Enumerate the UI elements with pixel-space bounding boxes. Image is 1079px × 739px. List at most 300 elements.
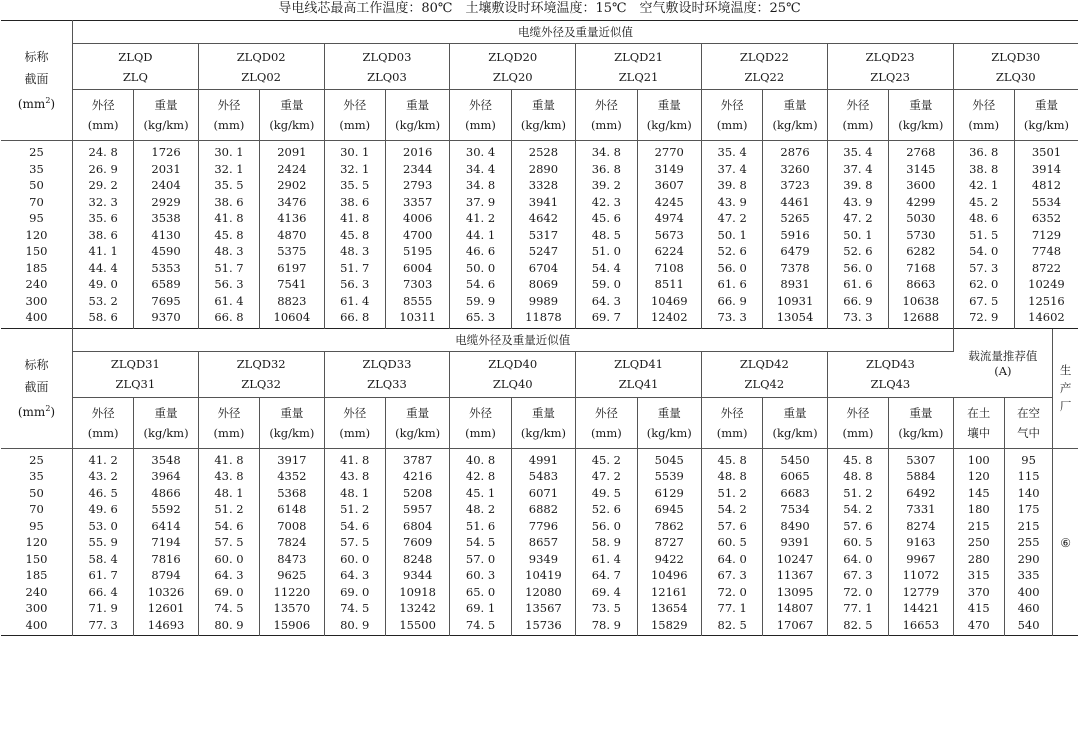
section-title-2: 电缆外径及重量近似值 [72, 329, 953, 352]
outer-diameter-header: 外径 (mm) [827, 397, 888, 448]
table-row [1, 448, 1078, 468]
weight-header: 重量 (kg/km) [1014, 90, 1078, 141]
value-cell: 5247 [511, 243, 575, 260]
table-row [1, 276, 1078, 293]
value-cell: 7824 [260, 534, 324, 551]
row-label-header-2: 标称 截面 $(mm^2)$ [1, 329, 72, 449]
value-cell: 7129 [1031, 227, 1062, 242]
section-cell: 240 [1, 584, 72, 601]
value-cell: 41. 8 [324, 448, 385, 468]
value-cell: 45. 8 [198, 227, 259, 244]
value-cell: 5375 [260, 243, 324, 260]
model-header: ZLQD23 ZLQ23 [827, 44, 953, 90]
value-cell: 59. 9 [450, 293, 511, 310]
table-row [1, 227, 1078, 244]
outer-diameter-header: 外径 (mm) [701, 397, 762, 448]
value-cell: 52. 6 [576, 501, 637, 518]
value-cell: 35. 5 [324, 177, 385, 194]
value-cell: 6704 [511, 260, 575, 277]
value-cell: 9967 [889, 551, 953, 568]
value-cell: 370 [953, 584, 1004, 601]
value-cell: 69. 0 [198, 584, 259, 601]
value-cell: 6683 [763, 485, 827, 502]
value-cell: 47. 2 [701, 210, 762, 227]
value-cell: 44. 1 [450, 227, 511, 244]
section-cell: 25 [1, 141, 72, 161]
value-cell: 5534 [1031, 194, 1062, 209]
value-cell: 61. 4 [576, 551, 637, 568]
model-header: ZLQD43 ZLQ43 [827, 351, 953, 397]
table-row [1, 485, 1078, 502]
table-row [1, 584, 1078, 601]
value-cell: 15736 [511, 617, 575, 636]
value-cell: 5030 [889, 210, 953, 227]
value-cell: 54. 2 [701, 501, 762, 518]
value-cell: 4216 [385, 468, 449, 485]
model-header: ZLQD03 ZLQ03 [324, 44, 450, 90]
value-cell: 58. 9 [576, 534, 637, 551]
value-cell: 335 [1017, 568, 1040, 583]
value-cell: 15906 [260, 617, 324, 636]
value-cell: 4870 [260, 227, 324, 244]
value-cell: 53. 2 [72, 293, 133, 310]
value-cell: 60. 5 [827, 534, 888, 551]
value-cell: 64. 3 [324, 567, 385, 584]
value-cell: 95 [1004, 448, 1052, 468]
value-cell: 57. 6 [827, 518, 888, 535]
section-cell: 50 [1, 485, 72, 502]
value-cell: 12601 [134, 600, 198, 617]
value-cell: 4700 [385, 227, 449, 244]
value-cell: 10326 [134, 584, 198, 601]
value-cell: 215 [953, 518, 1004, 535]
value-cell: 55. 9 [72, 534, 133, 551]
value-cell: 51. 2 [827, 485, 888, 502]
value-cell: 10931 [763, 293, 827, 310]
value-cell: 51. 5 [953, 227, 1014, 244]
value-cell: 45. 2 [576, 448, 637, 468]
section-cell: 300 [1, 600, 72, 617]
value-cell: 1726 [134, 141, 198, 161]
section-cell: 70 [1, 194, 72, 211]
value-cell: 540 [1017, 617, 1040, 632]
table-row [1, 468, 1078, 485]
value-cell: 7862 [637, 518, 701, 535]
section-cell: 35 [1, 468, 72, 485]
value-cell: 82. 5 [827, 617, 888, 636]
value-cell: 5265 [763, 210, 827, 227]
value-cell: 3538 [134, 210, 198, 227]
value-cell: 51. 7 [198, 260, 259, 277]
value-cell: 32. 3 [72, 194, 133, 211]
value-cell: 6882 [511, 501, 575, 518]
value-cell: 32. 1 [198, 161, 259, 178]
manufacturer-mark: ⑥ [1053, 448, 1078, 636]
value-cell: 8794 [134, 567, 198, 584]
value-cell: 8473 [260, 551, 324, 568]
value-cell: 67. 3 [827, 567, 888, 584]
value-cell: 215 [1017, 518, 1040, 533]
value-cell: 5368 [260, 485, 324, 502]
section-title: 电缆外径及重量近似值 [72, 21, 1078, 44]
value-cell: 64. 0 [701, 551, 762, 568]
value-cell: 54. 4 [576, 260, 637, 277]
weight-header: 重量 (kg/km) [889, 397, 953, 448]
outer-diameter-header: 外径 (mm) [324, 90, 385, 141]
value-cell: 38. 6 [324, 194, 385, 211]
value-cell: 2424 [260, 161, 324, 178]
value-cell: 6071 [511, 485, 575, 502]
value-cell: 16653 [889, 617, 953, 636]
value-cell: 60. 0 [198, 551, 259, 568]
value-cell: 14421 [889, 600, 953, 617]
value-cell: 7534 [763, 501, 827, 518]
weight-header: 重量 (kg/km) [134, 90, 198, 141]
value-cell: 3501 [1031, 145, 1062, 160]
value-cell: 39. 8 [827, 177, 888, 194]
value-cell: 56. 3 [324, 276, 385, 293]
value-cell: 7748 [1031, 244, 1062, 259]
value-cell: 9391 [763, 534, 827, 551]
value-cell: 57. 0 [450, 551, 511, 568]
value-cell: 77. 1 [701, 600, 762, 617]
value-cell: 4974 [637, 210, 701, 227]
model-header: ZLQD33 ZLQ33 [324, 351, 450, 397]
value-cell: 4299 [889, 194, 953, 211]
section-cell: 95 [1, 518, 72, 535]
value-cell: 50. 1 [701, 227, 762, 244]
value-cell: 48. 8 [827, 468, 888, 485]
value-cell: 315 [953, 567, 1004, 584]
outer-diameter-header: 外径 (mm) [198, 397, 259, 448]
value-cell: 49. 6 [72, 501, 133, 518]
value-cell: 9163 [889, 534, 953, 551]
model-header: ZLQD22 ZLQ22 [701, 44, 827, 90]
value-cell: 60. 5 [701, 534, 762, 551]
value-cell: 10638 [889, 293, 953, 310]
value-cell: 66. 9 [701, 293, 762, 310]
value-cell: 6004 [385, 260, 449, 277]
value-cell: 35. 5 [198, 177, 259, 194]
value-cell: 61. 4 [324, 293, 385, 310]
value-cell: 15829 [637, 617, 701, 636]
value-cell: 64. 7 [576, 567, 637, 584]
value-cell: 64. 3 [198, 567, 259, 584]
value-cell: 36. 8 [953, 141, 1014, 161]
value-cell: 48. 6 [953, 210, 1014, 227]
value-cell: 2902 [260, 177, 324, 194]
value-cell: 3607 [637, 177, 701, 194]
value-cell: 77. 1 [827, 600, 888, 617]
value-cell: 415 [953, 600, 1004, 617]
value-cell: 3149 [637, 161, 701, 178]
value-cell: 66. 4 [72, 584, 133, 601]
row-label-header: 标称 截面 $(mm^2)$ [1, 21, 72, 141]
value-cell: 26. 9 [72, 161, 133, 178]
value-cell: 3723 [763, 177, 827, 194]
value-cell: 14602 [1028, 310, 1065, 325]
value-cell: 77. 3 [72, 617, 133, 636]
value-cell: 8657 [511, 534, 575, 551]
value-cell: 140 [1017, 485, 1040, 500]
table-row [1, 293, 1078, 310]
value-cell: 12402 [637, 309, 701, 328]
value-cell: 69. 7 [576, 309, 637, 328]
value-cell: 7168 [889, 260, 953, 277]
value-cell: 38. 6 [72, 227, 133, 244]
value-cell: 6282 [889, 243, 953, 260]
value-cell: 30. 1 [198, 141, 259, 161]
value-cell: 52. 6 [827, 243, 888, 260]
value-cell: 34. 4 [450, 161, 511, 178]
value-cell: 9422 [637, 551, 701, 568]
value-cell: 14693 [134, 617, 198, 636]
value-cell: 43. 9 [827, 194, 888, 211]
value-cell: 82. 5 [701, 617, 762, 636]
value-cell: 4352 [260, 468, 324, 485]
value-cell: 9349 [511, 551, 575, 568]
model-header: ZLQD02 ZLQ02 [198, 44, 324, 90]
value-cell: 13654 [637, 600, 701, 617]
weight-header: 重量 (kg/km) [385, 90, 449, 141]
value-cell: 48. 2 [450, 501, 511, 518]
value-cell: 5539 [637, 468, 701, 485]
value-cell: 280 [953, 551, 1004, 568]
value-cell: 73. 5 [576, 600, 637, 617]
value-cell: 8069 [511, 276, 575, 293]
weight-header: 重量 (kg/km) [637, 90, 701, 141]
value-cell: 10249 [1028, 277, 1065, 292]
value-cell: 4461 [763, 194, 827, 211]
model-header: ZLQD41 ZLQ41 [576, 351, 702, 397]
value-cell: 67. 5 [953, 293, 1014, 310]
value-cell: 66. 8 [324, 309, 385, 328]
section-cell: 120 [1, 534, 72, 551]
value-cell: 3476 [260, 194, 324, 211]
value-cell: 4991 [511, 448, 575, 468]
value-cell: 2770 [637, 141, 701, 161]
value-cell: 7796 [511, 518, 575, 535]
value-cell: 80. 9 [198, 617, 259, 636]
value-cell: 8511 [637, 276, 701, 293]
table-row [1, 617, 1078, 636]
value-cell: 3914 [1031, 161, 1062, 176]
value-cell: 48. 3 [324, 243, 385, 260]
value-cell: 10419 [511, 567, 575, 584]
value-cell: 41. 8 [324, 210, 385, 227]
table-row [1, 309, 1078, 328]
value-cell: 46. 6 [450, 243, 511, 260]
value-cell: 7108 [637, 260, 701, 277]
value-cell: 9344 [385, 567, 449, 584]
value-cell: 5884 [889, 468, 953, 485]
value-cell: 6129 [637, 485, 701, 502]
value-cell: 61. 4 [198, 293, 259, 310]
value-cell: 45. 1 [450, 485, 511, 502]
value-cell: 12161 [637, 584, 701, 601]
value-cell: 5307 [889, 448, 953, 468]
value-cell: 5916 [763, 227, 827, 244]
value-cell: 5673 [637, 227, 701, 244]
value-cell: 48. 1 [324, 485, 385, 502]
value-cell: 66. 8 [198, 309, 259, 328]
outer-diameter-header: 外径 (mm) [72, 90, 133, 141]
value-cell: 2031 [134, 161, 198, 178]
value-cell: 6804 [385, 518, 449, 535]
model-header: ZLQD21 ZLQ21 [576, 44, 702, 90]
value-cell: 69. 0 [324, 584, 385, 601]
value-cell: 61. 7 [72, 567, 133, 584]
table-row [1, 194, 1078, 211]
value-cell: 38. 6 [198, 194, 259, 211]
weight-header: 重量 (kg/km) [763, 90, 827, 141]
value-cell: 41. 2 [72, 448, 133, 468]
value-cell: 13095 [763, 584, 827, 601]
value-cell: 5045 [637, 448, 701, 468]
value-cell: 11367 [763, 567, 827, 584]
value-cell: 42. 8 [450, 468, 511, 485]
section-cell: 150 [1, 243, 72, 260]
value-cell: 39. 2 [576, 177, 637, 194]
section-cell: 300 [1, 293, 72, 310]
weight-header: 重量 (kg/km) [260, 90, 324, 141]
value-cell: 71. 9 [72, 600, 133, 617]
value-cell: 6414 [134, 518, 198, 535]
value-cell: 35. 4 [827, 141, 888, 161]
value-cell: 53. 0 [72, 518, 133, 535]
value-cell: 9625 [260, 567, 324, 584]
value-cell: 56. 0 [701, 260, 762, 277]
value-cell: 8722 [1031, 260, 1062, 275]
value-cell: 42. 3 [576, 194, 637, 211]
value-cell: 38. 8 [953, 161, 1014, 178]
value-cell: 2016 [385, 141, 449, 161]
value-cell: 45. 2 [953, 194, 1014, 211]
value-cell: 5730 [889, 227, 953, 244]
value-cell: 8931 [763, 276, 827, 293]
value-cell: 5195 [385, 243, 449, 260]
value-cell: 4130 [134, 227, 198, 244]
value-cell: 73. 3 [701, 309, 762, 328]
weight-header: 重量 (kg/km) [385, 397, 449, 448]
value-cell: 65. 3 [450, 309, 511, 328]
value-cell: 45. 8 [324, 227, 385, 244]
value-cell: 44. 4 [72, 260, 133, 277]
value-cell: 115 [1017, 469, 1040, 484]
weight-header: 重量 (kg/km) [637, 397, 701, 448]
value-cell: 29. 2 [72, 177, 133, 194]
value-cell: 41. 8 [198, 448, 259, 468]
value-cell: 30. 4 [450, 141, 511, 161]
value-cell: 7331 [889, 501, 953, 518]
value-cell: 54. 6 [324, 518, 385, 535]
value-cell: 50. 1 [827, 227, 888, 244]
value-cell: 74. 5 [450, 617, 511, 636]
value-cell: 66. 9 [827, 293, 888, 310]
value-cell: 2890 [511, 161, 575, 178]
model-header: ZLQD31 ZLQ31 [72, 351, 198, 397]
table-row [1, 551, 1078, 568]
value-cell: 13567 [511, 600, 575, 617]
value-cell: 5353 [134, 260, 198, 277]
value-cell: 67. 3 [701, 567, 762, 584]
weight-header: 重量 (kg/km) [134, 397, 198, 448]
value-cell: 3600 [889, 177, 953, 194]
table-row [1, 260, 1078, 277]
value-cell: 8555 [385, 293, 449, 310]
value-cell: 120 [953, 468, 1004, 485]
section-cell: 35 [1, 161, 72, 178]
value-cell: 2404 [134, 177, 198, 194]
table-2-body [1, 448, 1078, 636]
outer-diameter-header: 外径 (mm) [576, 397, 637, 448]
value-cell: 6492 [889, 485, 953, 502]
value-cell: 4136 [260, 210, 324, 227]
value-cell: 43. 2 [72, 468, 133, 485]
value-cell: 8823 [260, 293, 324, 310]
value-cell: 50. 0 [450, 260, 511, 277]
weight-header: 重量 (kg/km) [889, 90, 953, 141]
value-cell: 59. 0 [576, 276, 637, 293]
value-cell: 61. 6 [827, 276, 888, 293]
table-row [1, 534, 1078, 551]
value-cell: 62. 0 [953, 276, 1014, 293]
value-cell: 4006 [385, 210, 449, 227]
value-cell: 64. 0 [827, 551, 888, 568]
value-cell: 180 [953, 501, 1004, 518]
value-cell: 42. 1 [953, 177, 1014, 194]
soil-ampacity-header: 在土 壤中 [953, 397, 1004, 448]
manufacturer-header: 生 产 厂 [1053, 329, 1078, 449]
value-cell: 24. 8 [72, 141, 133, 161]
value-cell: 255 [1017, 535, 1040, 550]
value-cell: 10604 [260, 309, 324, 328]
value-cell: 5208 [385, 485, 449, 502]
value-cell: 9370 [134, 309, 198, 328]
value-cell: 5957 [385, 501, 449, 518]
value-cell: 7541 [260, 276, 324, 293]
value-cell: 7303 [385, 276, 449, 293]
value-cell: 9989 [511, 293, 575, 310]
value-cell: 48. 8 [701, 468, 762, 485]
value-cell: 57. 5 [324, 534, 385, 551]
value-cell: 8727 [637, 534, 701, 551]
value-cell: 43. 8 [324, 468, 385, 485]
value-cell: 40. 8 [450, 448, 511, 468]
value-cell: 60. 0 [324, 551, 385, 568]
table-row [1, 501, 1078, 518]
value-cell: 6224 [637, 243, 701, 260]
value-cell: 13242 [385, 600, 449, 617]
value-cell: 2344 [385, 161, 449, 178]
value-cell: 43. 8 [198, 468, 259, 485]
value-cell: 12516 [1028, 293, 1065, 308]
value-cell: 51. 0 [576, 243, 637, 260]
value-cell: 6352 [1031, 211, 1062, 226]
section-cell: 25 [1, 448, 72, 468]
value-cell: 54. 2 [827, 501, 888, 518]
value-cell: 10247 [763, 551, 827, 568]
value-cell: 8663 [889, 276, 953, 293]
value-cell: 47. 2 [827, 210, 888, 227]
page-caption: 导电线芯最高工作温度：80℃ 土壤敷设时环境温度：15℃ 空气敷设时环境温度：25℃ [278, 1, 801, 16]
table-row [1, 518, 1078, 535]
value-cell: 8248 [385, 551, 449, 568]
value-cell: 37. 4 [701, 161, 762, 178]
value-cell: 64. 3 [576, 293, 637, 310]
value-cell: 47. 2 [576, 468, 637, 485]
value-cell: 4590 [134, 243, 198, 260]
